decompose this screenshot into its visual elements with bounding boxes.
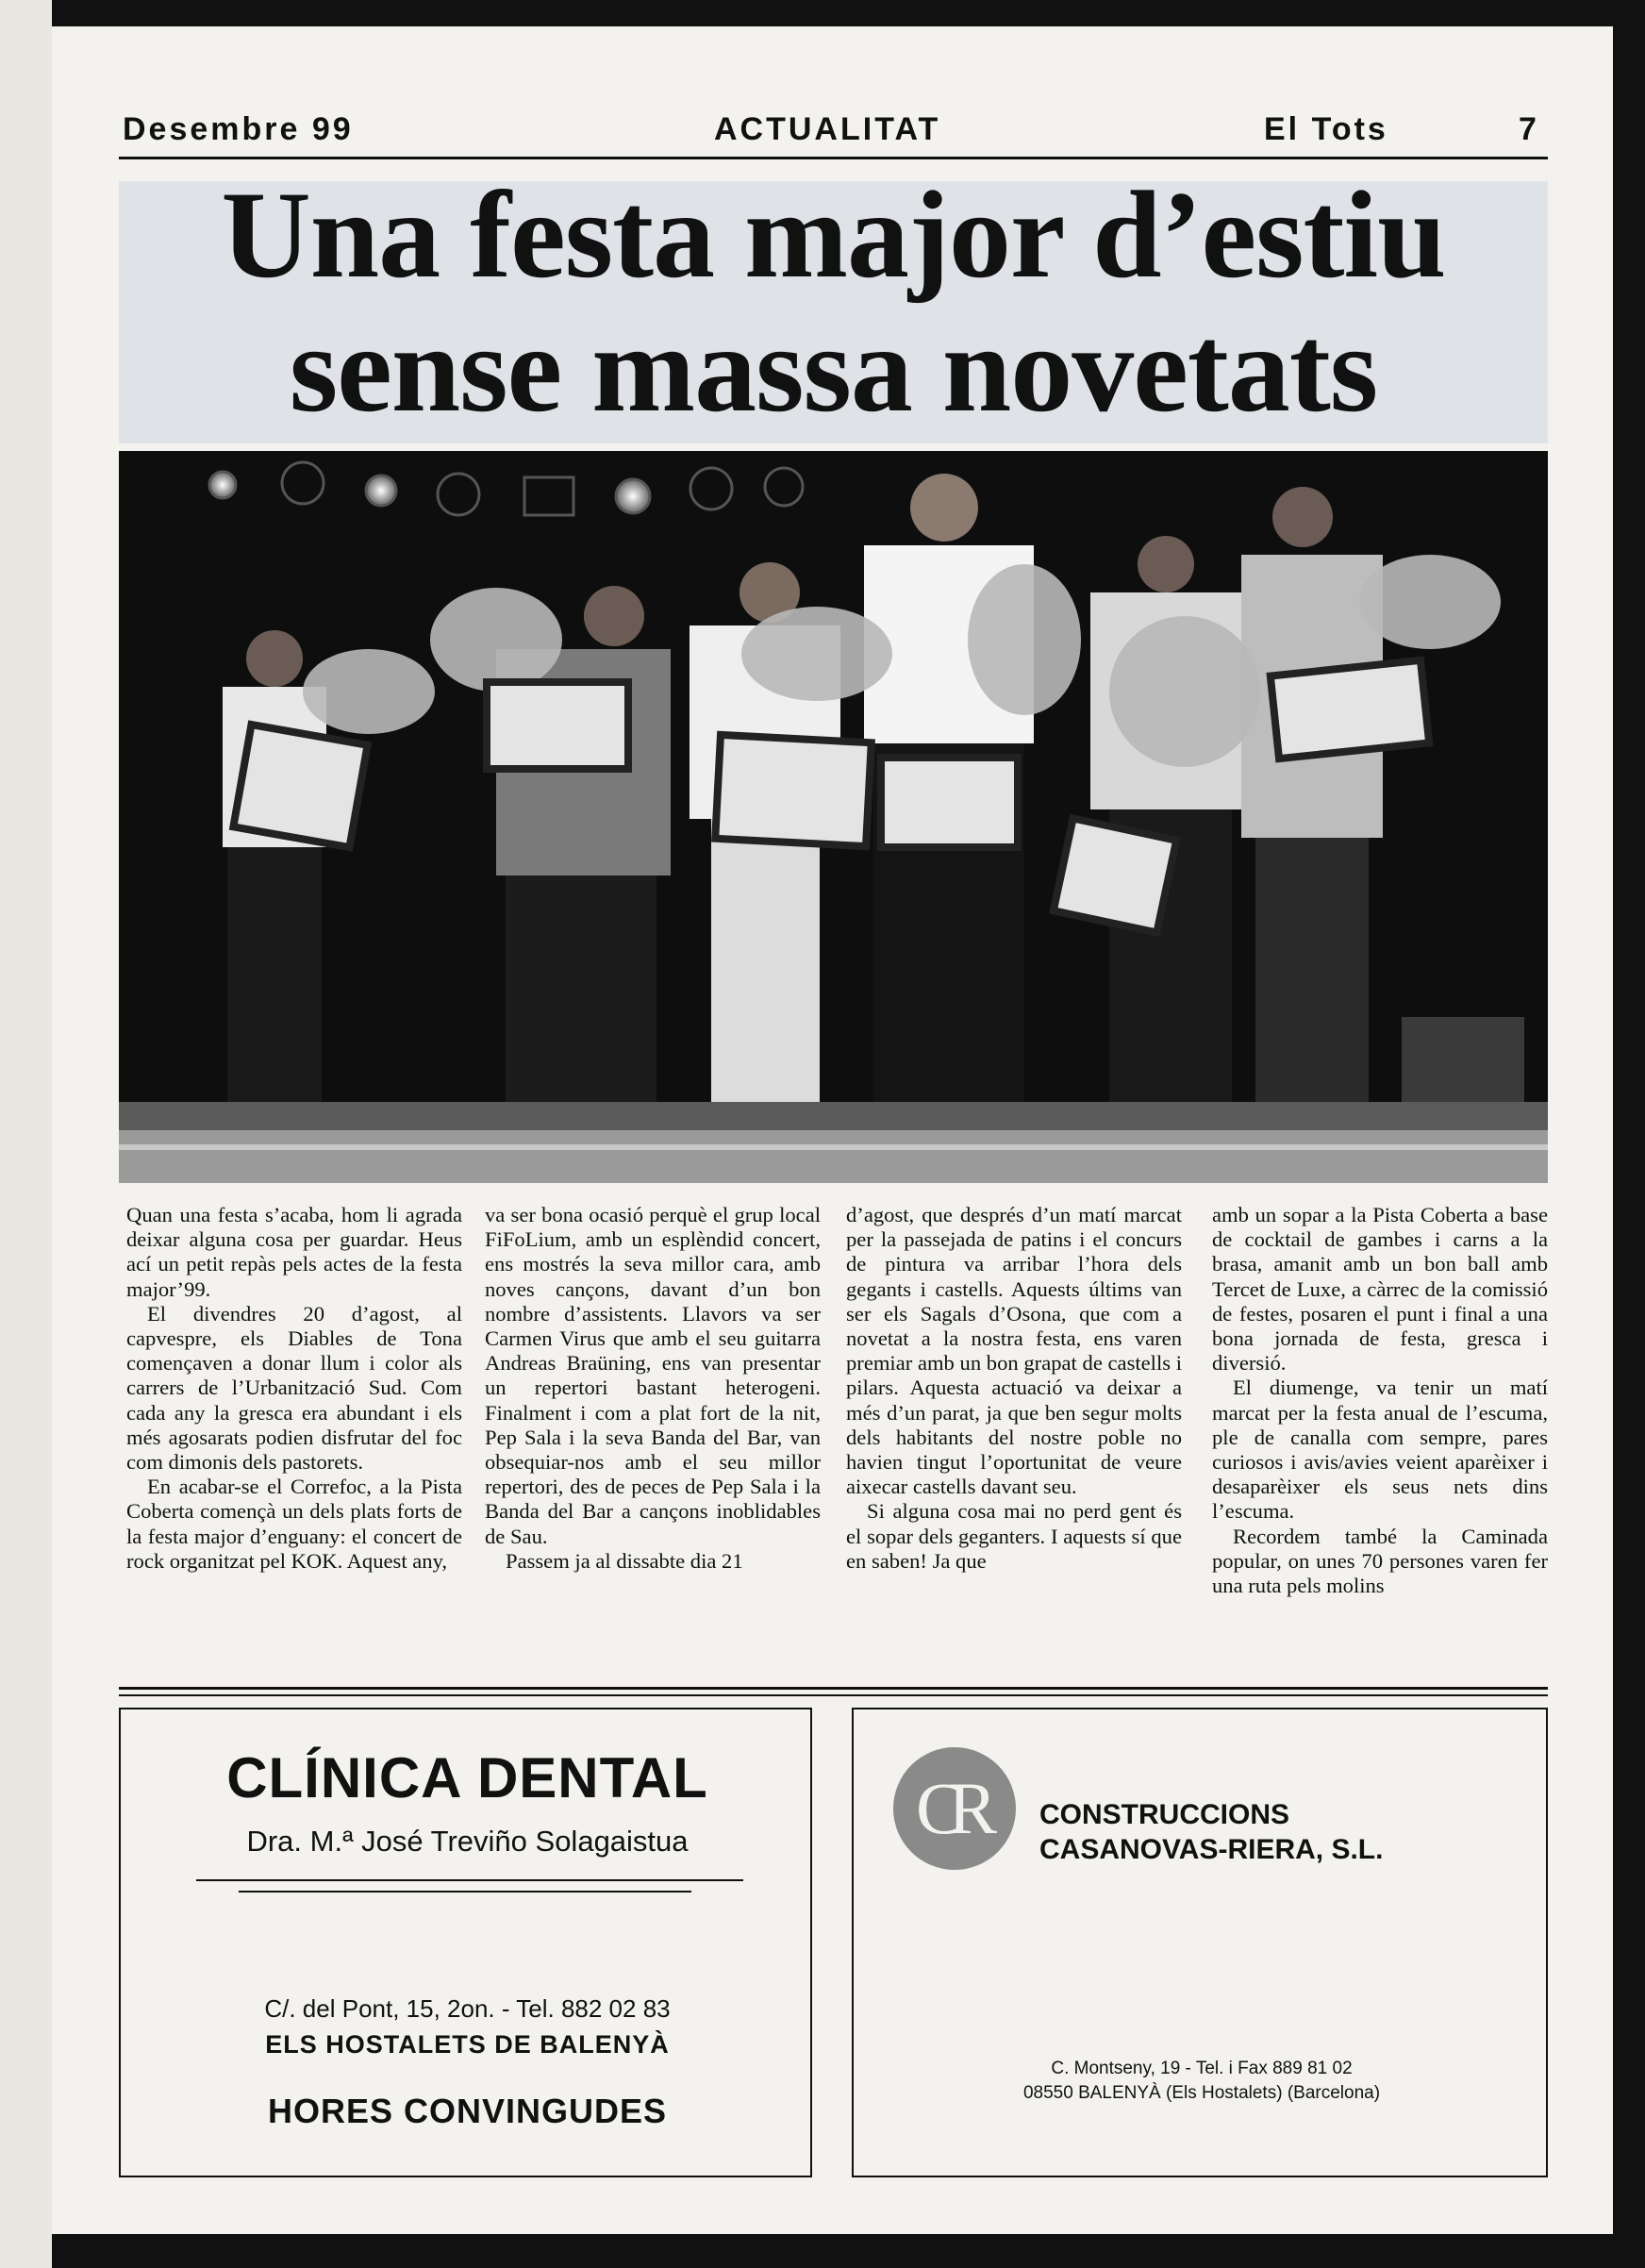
company-address-line-2: 08550 BALENYÀ (Els Hostalets) (Barcelona) [1022,2083,1381,2103]
article-paragraph: Si alguna cosa mai no perd gent és el sopar dels geganters. I aquests sí que en saben! Ja que [846,1499,1182,1573]
header-section: ACTUALITAT [714,111,941,147]
company-name-line-1: CONSTRUCCIONS [1039,1799,1290,1830]
article-paragraph: Recordem també la Caminada popular, on unes 70 persones varen fer una ruta pels molins [1212,1524,1548,1598]
article-paragraph: El diumenge, va tenir un matí marcat per la festa anual de l’escuma, ple de canalla com sempre, pares curiosos i avis/avies veient aparèixer i desaparèixer els seus nets dins l’escuma. [1212,1376,1548,1524]
headline-line-2: sense massa novetats [289,299,1378,438]
company-address-line-1: C. Montseny, 19 - Tel. i Fax 889 81 02 [1051,2059,1353,2078]
clinic-rule [239,1891,691,1893]
headline [119,165,1548,438]
stage-award-photo-icon [119,451,1548,1183]
company-name-line-2: CASANOVAS-RIERA, S.L. [1039,1834,1384,1865]
clinic-title: CLÍNICA DENTAL [226,1746,708,1809]
article-body [119,1203,1548,1646]
clinic-hours: HORES CONVINGUDES [267,2092,668,2130]
article-column-4 [1212,1203,1548,1598]
article-paragraph: Quan una festa s’acaba, hom li agrada deixar alguna cosa per guardar. Heus ací un petit repàs pels actes de la festa major’99. [126,1203,462,1301]
article-paragraph: d’agost, que després d’un matí marcat per la passejada de patins i el concurs de pintura va arribar l’hora dels gegants i castells. Aquests últims van ser els Sagals d’Osona, que com a novetat a la nostra festa, ens varen premiar amb un bon grapat de castells i pilars. Aquesta actuació va deixar a més d’un parat, ja que ben segur molts dels habitants del nostre poble no havien tingut l’oportunitat de veure aixecar castells davant seu. [846,1203,1182,1499]
article-column-2 [485,1203,821,1574]
header-date: Desembre 99 [123,111,354,147]
cr-logo-text: CR [915,1767,981,1849]
construccions-ad [852,1708,1548,2177]
article-paragraph: va ser bona ocasió perquè el grup local FiFoLium, amb un esplèndid concert, ens mostrés la seva millor cara, amb noves cançons, davant d’un bon nombre d’assistents. Llavors va ser Carmen Virus que amb el seu guitarra Andreas Braüning, ens van presentar un repertori bastant heterogeni. Finalment i com a plat fort de la nit, Pep Sala i la seva Banda del Bar, van obsequiar-nos amb el seu millor repertori, des de peces de Pep Sala i la Banda del Bar a cançons inoblidables de Sau. [485,1203,821,1548]
page-number: 7 [1519,111,1539,147]
cr-logo-icon [893,1747,1016,1870]
article-paragraph: El divendres 20 d’agost, al capvespre, els Diables de Tona començaven a donar llum i color als carrers de l’Urbanització Sud. Com cada any la gresca era abundant i els més agosarats podien disfrutar del foc com dimonis dels pastorets. [126,1301,462,1475]
article-paragraph: amb un sopar a la Pista Coberta a base de cocktail de gambes i carns a la brasa, amanit amb un bon ball amb Tercet de Luxe, a càrrec de la comissió de festes, posaren el punt i final a una bona jornada de festa, gresca i diversió. [1212,1203,1548,1376]
clinic-address: C/. del Pont, 15, 2on. - Tel. 882 02 83 [264,1994,671,2023]
dental-clinic-ad [119,1708,812,2177]
article-column-1 [126,1203,462,1574]
article-column-3 [846,1203,1182,1574]
clinic-rule [196,1879,743,1881]
clinic-city: ELS HOSTALETS DE BALENYÀ [265,2030,670,2059]
running-header [123,111,1547,153]
header-rule [119,157,1548,159]
header-publication: El Tots [1264,111,1388,147]
article-paragraph: Passem ja al dissabte dia 21 [506,1548,743,1573]
article-paragraph: En acabar-se el Correfoc, a la Pista Coberta començà un dels plats forts de la festa major d’enguany: el concert de rock organitzat pel KOK. Aquest any, [126,1475,462,1573]
page-spine [0,0,52,2268]
headline-line-1: Una festa major d’estiu [221,165,1446,304]
clinic-doctor: Dra. M.ª José Treviño Solagaistua [246,1825,689,1858]
ads-separator-rule [119,1687,1548,1696]
